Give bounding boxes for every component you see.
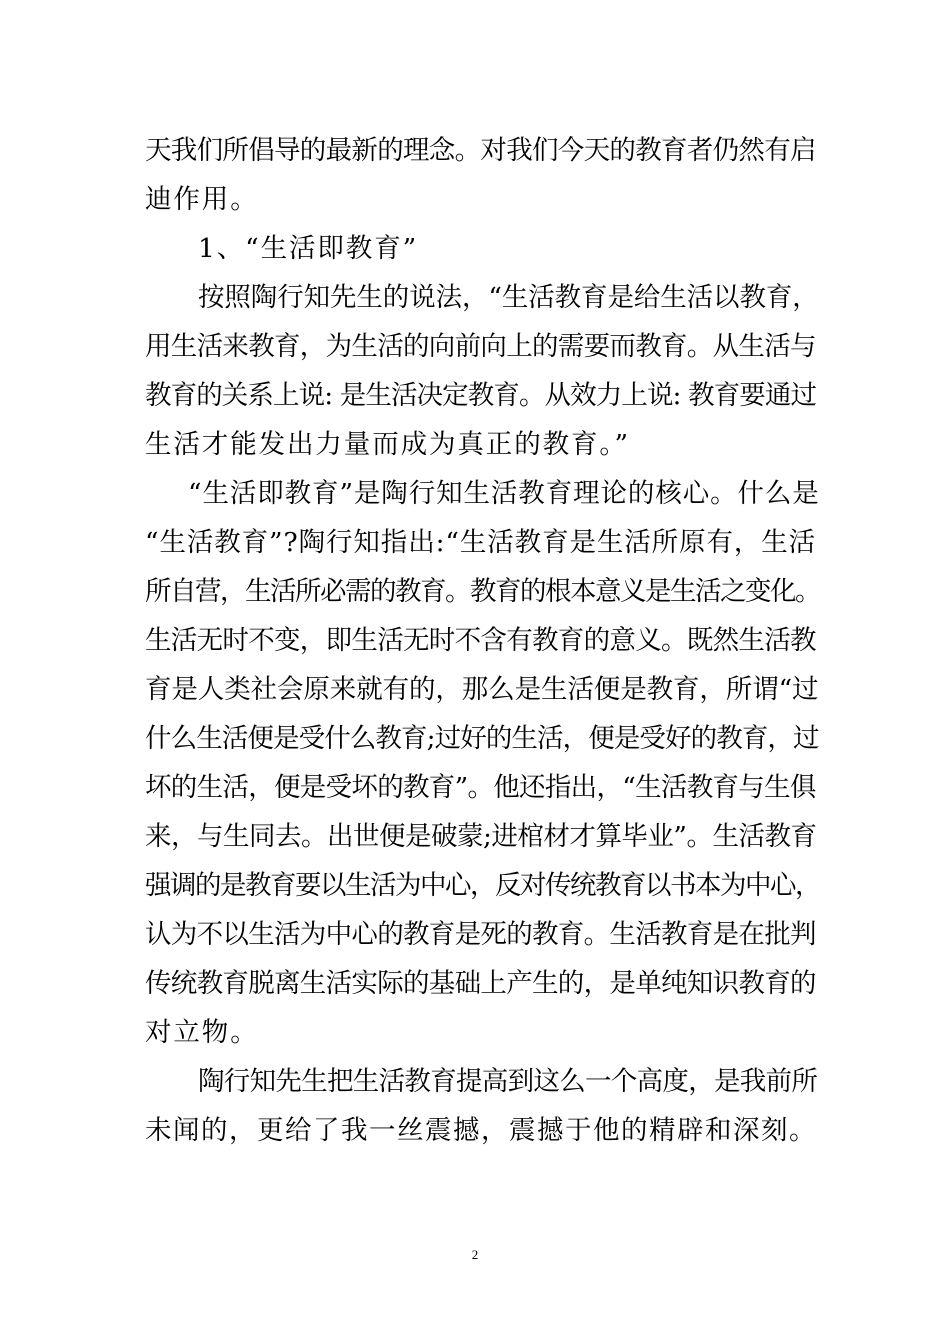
text-line: “生活教育”?陶行知指出:“生活教育是生活所原有，生活: [145, 527, 817, 558]
text-line: 用生活来教育，为生活的向前向上的需要而教育。从生活与: [145, 331, 816, 362]
text-line: 坏的生活，便是受坏的教育”。他还指出，“生活教育与生俱: [145, 772, 816, 803]
text-line: 认为不以生活为中心的教育是死的教育。生活教育是在批判: [145, 919, 816, 950]
text-line: 强调的是教育要以生活为中心，反对传统教育以书本为中心，: [145, 870, 820, 901]
page-number: 2: [471, 1247, 479, 1262]
text-line: 什么生活便是受什么教育;过好的生活，便是受好的教育，过: [145, 723, 819, 754]
text-line: 来，与生同去。出世便是破蒙;进棺材才算毕业”。生活教育: [145, 821, 817, 852]
text-line: 迪作用。: [145, 184, 259, 215]
text-line: 未闻的，更给了我一丝震撼，震撼于他的精辟和深刻。: [145, 1115, 817, 1146]
text-line: 传统教育脱离生活实际的基础上产生的，是单纯知识教育的: [145, 968, 816, 999]
text-line: 陶行知先生把生活教育提高到这么一个高度，是我前所: [198, 1066, 818, 1097]
text-line: 按照陶行知先生的说法，“生活教育是给生活以教育，: [198, 282, 819, 313]
text-line: 生活才能发出力量而成为真正的教育。”: [145, 429, 630, 460]
text-line: 所自营，生活所必需的教育。教育的根本意义是生活之变化。: [145, 576, 820, 607]
text-line: 对立物。: [145, 1017, 259, 1048]
text-line: 教育的关系上说: 是生活决定教育。从效力上说: 教育要通过: [145, 380, 817, 411]
text-line: “生活即教育”是陶行知生活教育理论的核心。什么是: [188, 478, 820, 509]
text-line: 育是人类社会原来就有的，那么是生活便是教育，所谓“过: [145, 674, 819, 705]
text-line: 天我们所倡导的最新的理念。对我们今天的教育者仍然有启: [145, 135, 816, 166]
section-heading: 1、“生活即教育”: [198, 233, 419, 264]
text-line: 生活无时不变，即生活无时不含有教育的意义。既然生活教: [145, 625, 816, 656]
